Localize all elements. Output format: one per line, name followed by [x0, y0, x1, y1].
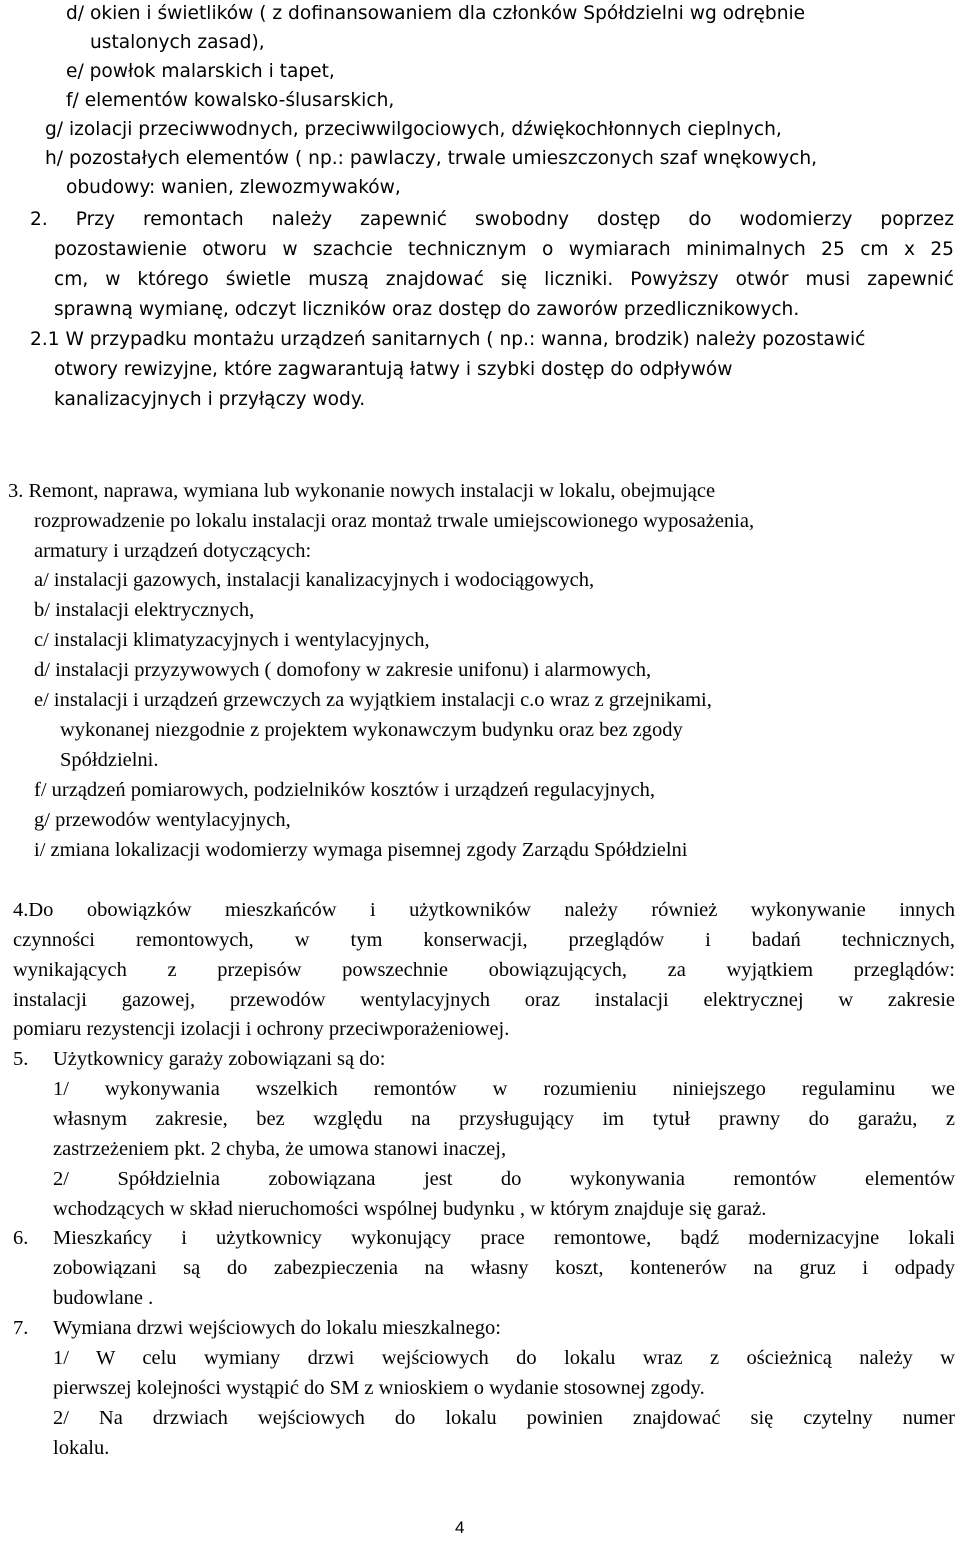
text-line: Spółdzielni. — [60, 749, 159, 771]
text-line: własnym zakresie, bez względu na przysługujący im tytuł prawny do garażu, z — [53, 1108, 955, 1130]
text-line: h/ pozostałych elementów ( np.: pawlaczy, trwale umieszczonych szaf wnękowych, — [45, 148, 818, 169]
text-line: sprawną wymianę, odczyt liczników oraz dostęp do zaworów przedlicznikowych. — [54, 299, 800, 320]
text-line: f/ urządzeń pomiarowych, podzielników kosztów i urządzeń regulacyjnych, — [34, 779, 656, 801]
text-line: instalacji gazowej, przewodów wentylacyjnych oraz instalacji elektrycznej w zakresie — [13, 989, 955, 1011]
text-line: e/ instalacji i urządzeń grzewczych za wyjątkiem instalacji c.o wraz z grzejnikami, — [34, 689, 712, 711]
text-line: armatury i urządzeń dotyczących: — [34, 540, 312, 562]
text-line: budowlane . — [53, 1287, 154, 1309]
text-line: Wymiana drzwi wejściowych do lokalu mieszkalnego: — [53, 1317, 501, 1339]
text-line: b/ instalacji elektrycznych, — [34, 599, 255, 621]
text-line: kanalizacyjnych i przyłączy wody. — [54, 389, 366, 410]
text-line: wynikających z przepisów powszechnie obowiązujących, za wyjątkiem przeglądów: — [13, 959, 955, 981]
text-line: otwory rewizyjne, które zagwarantują łatwy i szybki dostęp do odpływów — [54, 359, 733, 380]
text-line: lokalu. — [53, 1437, 110, 1459]
text-line: d/ okien i świetlików ( z dofinansowaniem dla członków Spółdzielni wg odrębnie — [66, 3, 806, 24]
text-line: 1/ wykonywania wszelkich remontów w rozumieniu niniejszego regulaminu we — [53, 1078, 955, 1100]
text-line: pierwszej kolejności wystąpić do SM z wnioskiem o wydanie stosownej zgody. — [53, 1377, 705, 1399]
text-line: Użytkownicy garaży zobowiązani są do: — [53, 1048, 386, 1070]
text-line: wchodzących w skład nieruchomości wspólnej budynku , w którym znajduje się garaż. — [53, 1198, 767, 1220]
text-line: pomiaru rezystencji izolacji i ochrony przeciwporażeniowej. — [13, 1018, 510, 1040]
text-line: g/ przewodów wentylacyjnych, — [34, 809, 291, 831]
text-line: wykonanej niezgodnie z projektem wykonawczym budynku oraz bez zgody — [60, 719, 683, 741]
text-line: a/ instalacji gazowych, instalacji kanalizacyjnych i wodociągowych, — [34, 569, 595, 591]
text-line: f/ elementów kowalsko-ślusarskich, — [66, 90, 395, 111]
text-line: 1/ W celu wymiany drzwi wejściowych do lokalu wraz z ościeżnicą należy w — [53, 1347, 955, 1369]
text-line: 2. Przy remontach należy zapewnić swobodny dostęp do wodomierzy poprzez — [30, 209, 954, 230]
text-line: ustalonych zasad), — [90, 32, 265, 53]
text-line: 2/ Spółdzielnia zobowiązana jest do wykonywania remontów elementów — [53, 1168, 955, 1190]
text-line: d/ instalacji przyzywowych ( domofony w zakresie unifonu) i alarmowych, — [34, 659, 652, 681]
page-number: 4 — [455, 1518, 465, 1537]
list-number: 5. — [13, 1048, 29, 1070]
text-line: i/ zmiana lokalizacji wodomierzy wymaga pisemnej zgody Zarządu Spółdzielni — [34, 839, 688, 861]
text-line: zobowiązani są do zabezpieczenia na własny koszt, kontenerów na gruz i odpady — [53, 1257, 955, 1279]
text-line: Mieszkańcy i użytkownicy wykonujący prace remontowe, bądź modernizacyjne lokali — [53, 1227, 955, 1249]
text-line: c/ instalacji klimatyzacyjnych i wentylacyjnych, — [34, 629, 430, 651]
text-line: pozostawienie otworu w szachcie technicznym o wymiarach minimalnych 25 cm x 25 — [54, 239, 954, 260]
text-line: 2/ Na drzwiach wejściowych do lokalu powinien znajdować się czytelny numer — [53, 1407, 955, 1429]
list-number: 7. — [13, 1317, 29, 1339]
text-line: zastrzeżeniem pkt. 2 chyba, że umowa stanowi inaczej, — [53, 1138, 507, 1160]
text-line: e/ powłok malarskich i tapet, — [66, 61, 335, 82]
text-line: g/ izolacji przeciwwodnych, przeciwwilgociowych, dźwiękochłonnych cieplnych, — [45, 119, 782, 140]
text-line: rozprowadzenie po lokalu instalacji oraz montaż trwale umiejscowionego wyposażenia, — [34, 510, 755, 532]
text-line: obudowy: wanien, zlewozmywaków, — [66, 177, 401, 198]
text-line: 2.1 W przypadku montażu urządzeń sanitarnych ( np.: wanna, brodzik) należy pozostawić — [30, 329, 866, 350]
text-line: cm, w którego świetle muszą znajdować się liczniki. Powyższy otwór musi zapewnić — [54, 269, 954, 290]
text-line: 4.Do obowiązków mieszkańców i użytkowników należy również wykonywanie innych — [13, 899, 955, 921]
text-line: 3. Remont, naprawa, wymiana lub wykonanie nowych instalacji w lokalu, obejmujące — [8, 480, 716, 502]
text-line: czynności remontowych, w tym konserwacji, przeglądów i badań technicznych, — [13, 929, 955, 951]
list-number: 6. — [13, 1227, 29, 1249]
